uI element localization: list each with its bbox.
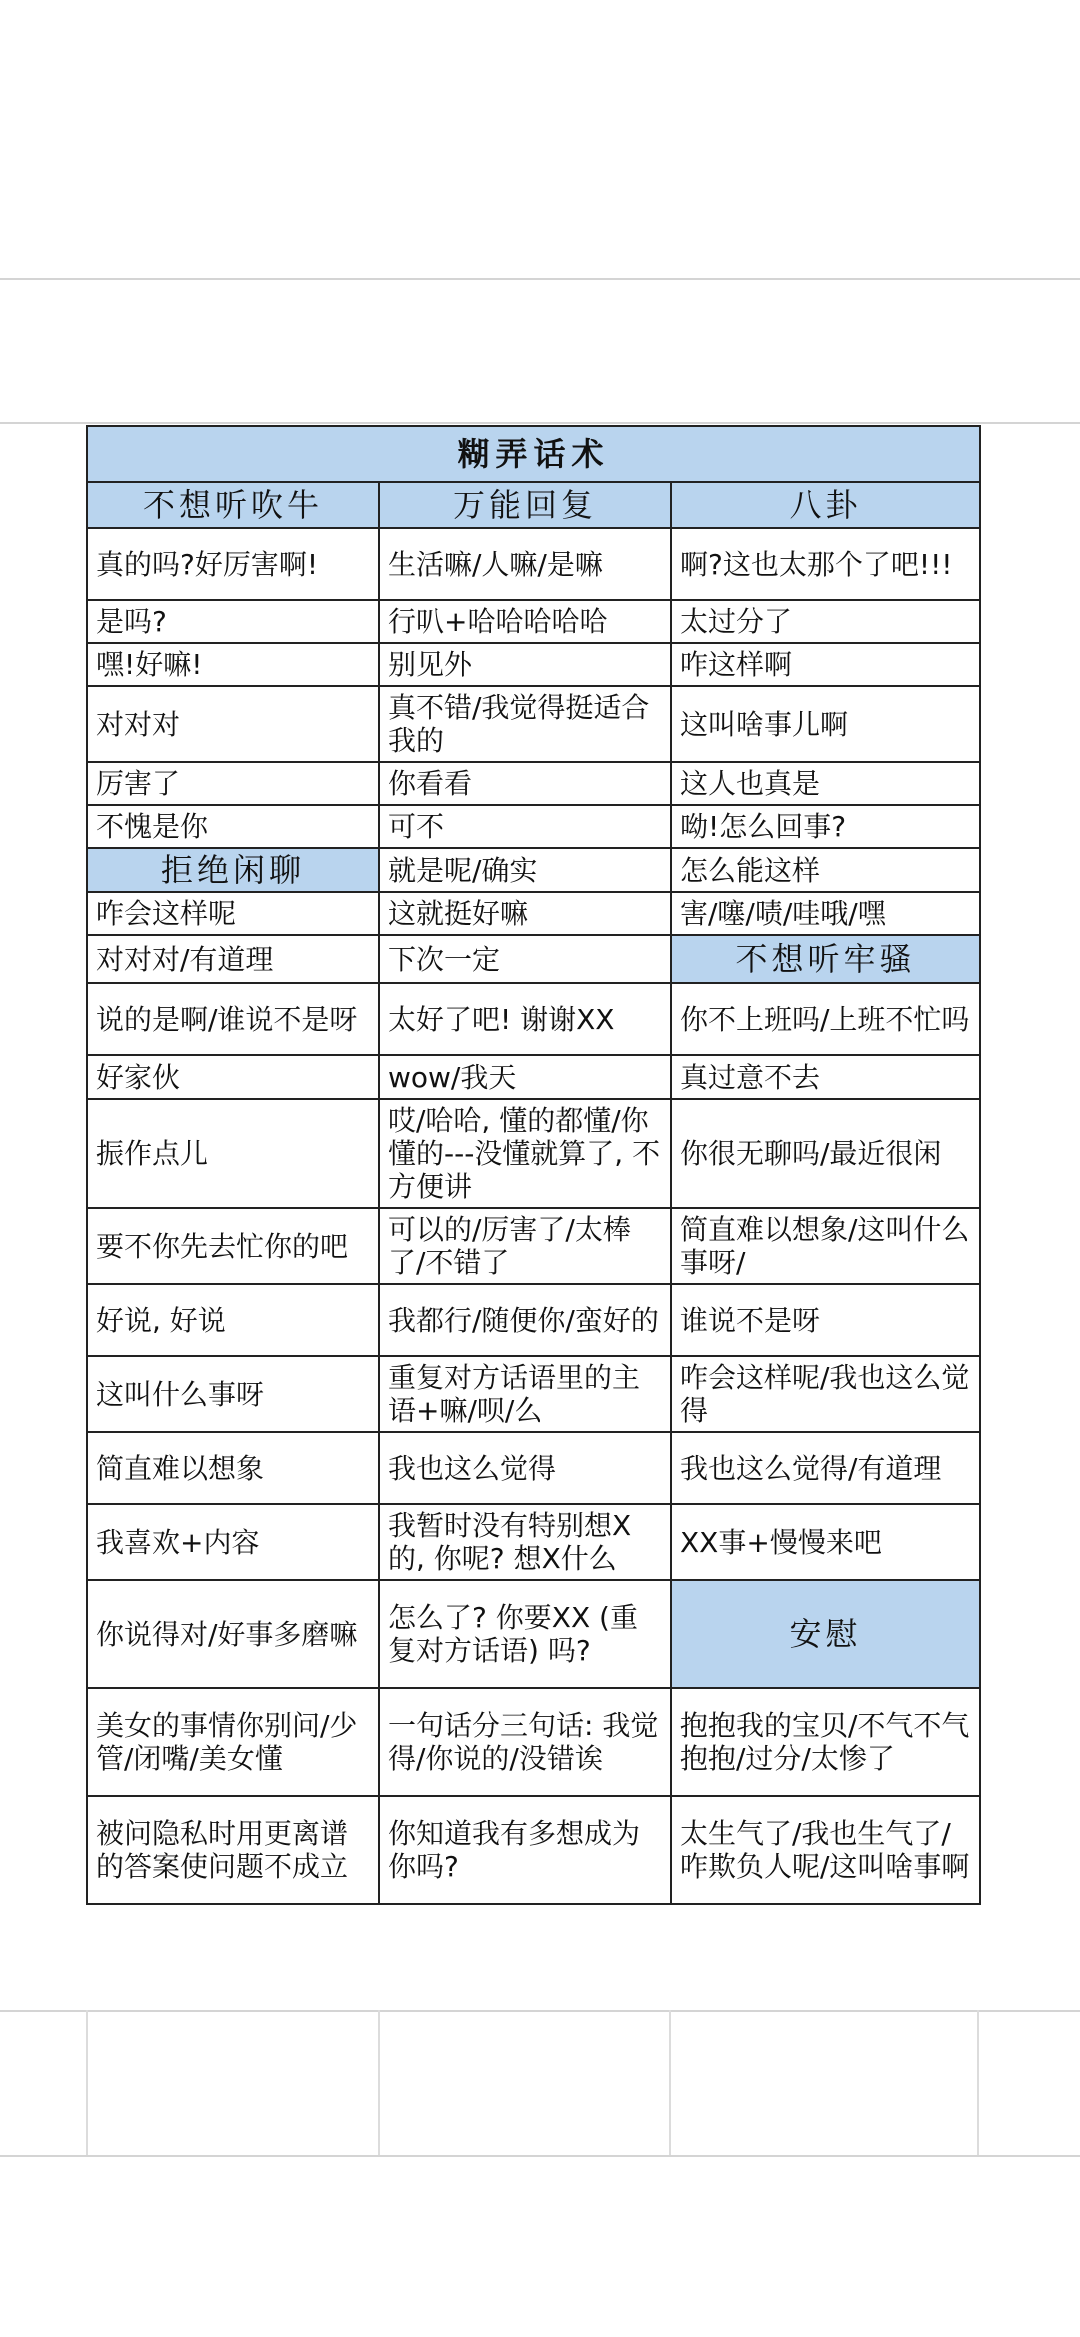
- section-header-cell: 不想听牢骚: [671, 935, 980, 983]
- table-row: [87, 528, 980, 600]
- table-cell: 振作点儿: [87, 1099, 379, 1208]
- table-cell: 这叫啥事儿啊: [671, 686, 980, 762]
- section-header-cell: 拒绝闲聊: [87, 848, 379, 892]
- table-row: [87, 600, 980, 643]
- table-cell: 别见外: [379, 643, 671, 686]
- table-cell: 下次一定: [379, 935, 671, 983]
- table-cell: 可以的/厉害了/太棒了/不错了: [379, 1208, 671, 1284]
- table-cell: 我也这么觉得/有道理: [671, 1432, 980, 1504]
- table-cell: 行叭+哈哈哈哈哈: [379, 600, 671, 643]
- table-cell: 我也这么觉得: [379, 1432, 671, 1504]
- table-cell: 太过分了: [671, 600, 980, 643]
- table-cell: 真的吗?好厉害啊!: [87, 528, 379, 600]
- table-cell: 你看看: [379, 762, 671, 805]
- table-cell: 是吗?: [87, 600, 379, 643]
- table-cell: 对对对: [87, 686, 379, 762]
- table-cell: 太生气了/我也生气了/咋欺负人呢/这叫啥事啊: [671, 1796, 980, 1904]
- table-cell: 被问隐私时用更离谱的答案使问题不成立: [87, 1796, 379, 1904]
- table-cell: 我暂时没有特别想X的, 你呢? 想X什么: [379, 1504, 671, 1580]
- table-cell: 咋会这样呢/我也这么觉得: [671, 1356, 980, 1432]
- table-cell: 谁说不是呀: [671, 1284, 980, 1356]
- table-row: [87, 892, 980, 935]
- table-title: 糊弄话术: [87, 426, 980, 482]
- table-row: [87, 935, 980, 983]
- table-cell: 呦!怎么回事?: [671, 805, 980, 848]
- table-row: [87, 643, 980, 686]
- table-row: [87, 1099, 980, 1208]
- table-row: [87, 983, 980, 1055]
- table-row: [87, 1796, 980, 1904]
- table-cell: 怎么了? 你要XX (重复对方话语) 吗?: [379, 1580, 671, 1688]
- table-cell: 厉害了: [87, 762, 379, 805]
- table-cell: 你说得对/好事多磨嘛: [87, 1580, 379, 1688]
- table-row: [87, 848, 980, 892]
- table-cell: 好说, 好说: [87, 1284, 379, 1356]
- header-row: [87, 482, 980, 528]
- column-header-universal: 万能回复: [379, 482, 671, 528]
- table-cell: 真不错/我觉得挺适合我的: [379, 686, 671, 762]
- table-cell: 咋这样啊: [671, 643, 980, 686]
- table-row: [87, 1055, 980, 1099]
- table-row: [87, 1356, 980, 1432]
- table-row: [87, 1432, 980, 1504]
- table-row: [87, 1208, 980, 1284]
- script-table-container: [86, 425, 979, 1905]
- table-cell: wow/我天: [379, 1055, 671, 1099]
- table-row: [87, 1284, 980, 1356]
- table-cell: 可不: [379, 805, 671, 848]
- table-cell: 简直难以想象: [87, 1432, 379, 1504]
- table-cell: 说的是啊/谁说不是呀: [87, 983, 379, 1055]
- table-row: [87, 762, 980, 805]
- sheet-gridline: [0, 278, 1080, 280]
- table-cell: 你知道我有多想成为你吗?: [379, 1796, 671, 1904]
- table-row: [87, 1688, 980, 1796]
- table-cell: 重复对方话语里的主语+嘛/呗/么: [379, 1356, 671, 1432]
- table-cell: 我喜欢+内容: [87, 1504, 379, 1580]
- table-cell: 不愧是你: [87, 805, 379, 848]
- table-cell: 太好了吧! 谢谢XX: [379, 983, 671, 1055]
- section-header-cell: 安慰: [671, 1580, 980, 1688]
- table-cell: 我都行/随便你/蛮好的: [379, 1284, 671, 1356]
- table-cell: 简直难以想象/这叫什么事呀/: [671, 1208, 980, 1284]
- table-cell: 害/噻/啧/哇哦/嘿: [671, 892, 980, 935]
- table-cell: 好家伙: [87, 1055, 379, 1099]
- empty-sheet-rows: [86, 2010, 979, 2155]
- column-header-gossip: 八卦: [671, 482, 980, 528]
- column-header-brag: 不想听吹牛: [87, 482, 379, 528]
- table-cell: 要不你先去忙你的吧: [87, 1208, 379, 1284]
- table-cell: 生活嘛/人嘛/是嘛: [379, 528, 671, 600]
- table-cell: 你很无聊吗/最近很闲: [671, 1099, 980, 1208]
- table-cell: 美女的事情你别问/少管/闭嘴/美女懂: [87, 1688, 379, 1796]
- table-cell: 啊?这也太那个了吧!!!: [671, 528, 980, 600]
- table-cell: 这就挺好嘛: [379, 892, 671, 935]
- table-row: [87, 805, 980, 848]
- table-cell: 怎么能这样: [671, 848, 980, 892]
- table-cell: 对对对/有道理: [87, 935, 379, 983]
- table-row: [87, 686, 980, 762]
- sheet-gridline: [0, 422, 1080, 424]
- sheet-gridline: [0, 2155, 1080, 2157]
- table-cell: 这叫什么事呀: [87, 1356, 379, 1432]
- table-cell: 哎/哈哈, 懂的都懂/你懂的---没懂就算了, 不方便讲: [379, 1099, 671, 1208]
- script-table: [86, 425, 981, 1905]
- table-cell: 你不上班吗/上班不忙吗: [671, 983, 980, 1055]
- table-cell: 嘿!好嘛!: [87, 643, 379, 686]
- table-cell: XX事+慢慢来吧: [671, 1504, 980, 1580]
- table-cell: 就是呢/确实: [379, 848, 671, 892]
- table-cell: 真过意不去: [671, 1055, 980, 1099]
- title-row: [87, 426, 980, 482]
- table-cell: 一句话分三句话: 我觉得/你说的/没错诶: [379, 1688, 671, 1796]
- table-row: [87, 1580, 980, 1688]
- table-cell: 这人也真是: [671, 762, 980, 805]
- table-cell: 抱抱我的宝贝/不气不气抱抱/过分/太惨了: [671, 1688, 980, 1796]
- table-cell: 咋会这样呢: [87, 892, 379, 935]
- table-row: [87, 1504, 980, 1580]
